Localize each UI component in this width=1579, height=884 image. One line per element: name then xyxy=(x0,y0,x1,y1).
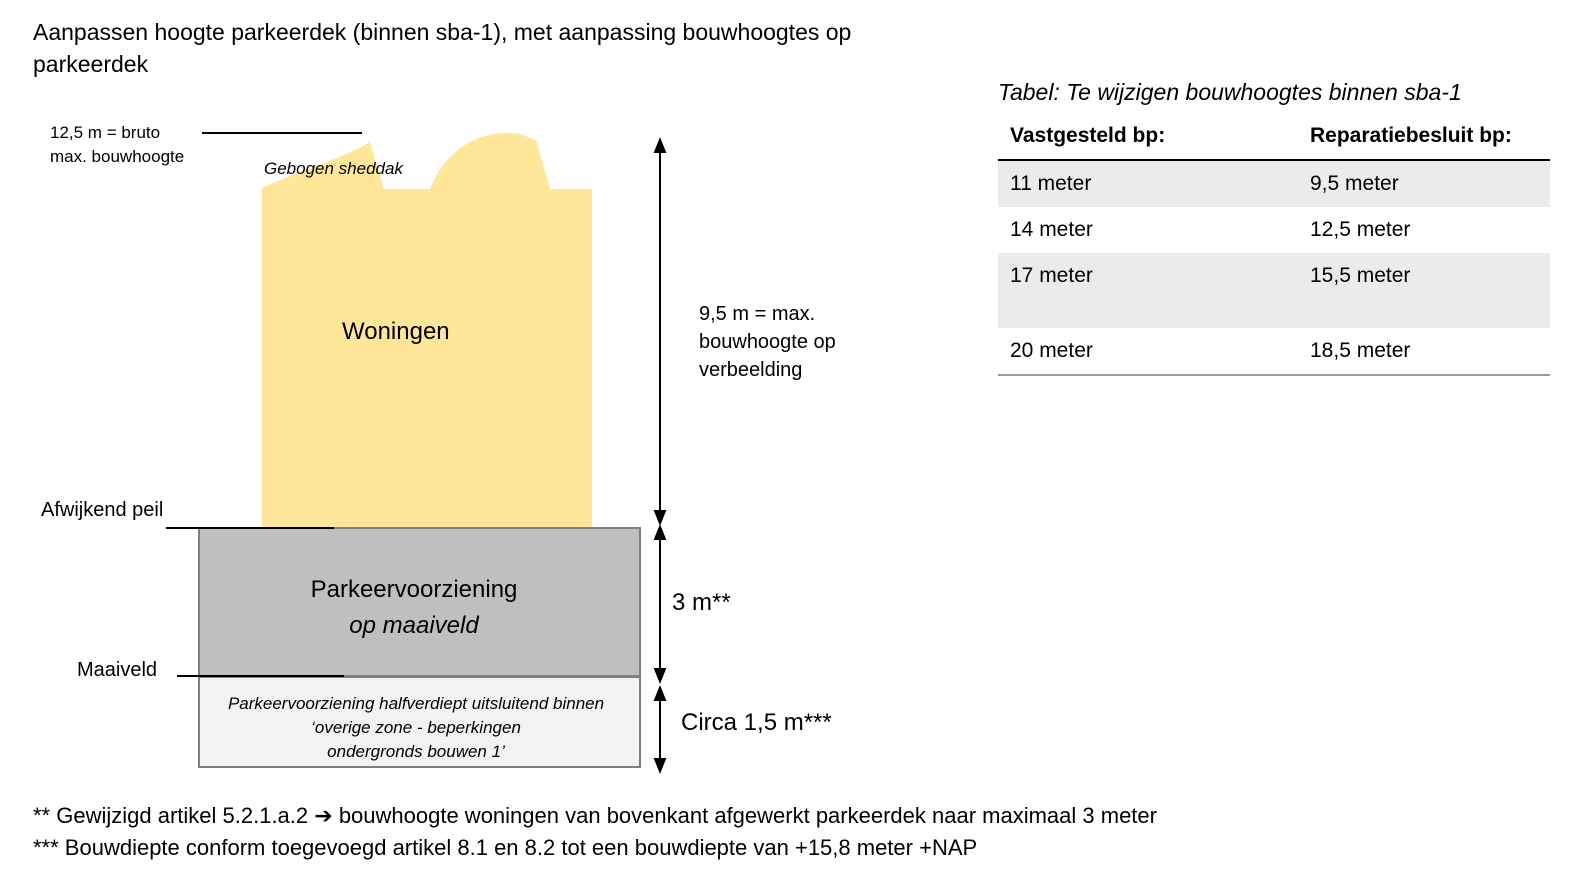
footnote-1 xyxy=(33,801,1157,831)
max-height-label-line3: verbeelding xyxy=(699,359,803,381)
three-m-label: 3 m** xyxy=(672,589,731,616)
woningen-label: Woningen xyxy=(342,318,450,345)
table-row xyxy=(998,253,1550,328)
max-height-label-line1: 9,5 m = max. xyxy=(699,303,816,325)
halfverdiept-label-line1: Parkeervoorziening halfverdiept uitsluitend binnen xyxy=(227,694,605,713)
page-title: Aanpassen hoogte parkeerdek (binnen sba-1), met aanpassing bouwhoogtes op parkeerdek xyxy=(33,19,852,77)
table-cell: 14 meter xyxy=(1010,218,1093,241)
parkeer-label-line2: op maaiveld xyxy=(349,612,479,639)
sheddak-label: Gebogen sheddak xyxy=(264,159,403,178)
table-header: Reparatiebesluit bp: xyxy=(1298,114,1550,160)
max-height-label-line2: bouwhoogte op xyxy=(699,331,836,353)
parkeer-label-line1: Parkeervoorziening xyxy=(310,576,518,603)
bouwhoogtes-table xyxy=(998,114,1550,376)
bruto-label-line2: max. bouwhoogte xyxy=(50,147,185,166)
table-row xyxy=(998,160,1550,207)
bruto-label-line1: 12,5 m = bruto xyxy=(50,123,161,142)
afwijkend-peil-label: Afwijkend peil xyxy=(41,499,164,521)
table-header: Vastgesteld bp: xyxy=(998,114,1298,160)
table-row xyxy=(998,207,1550,253)
depth-label: Circa 1,5 m*** xyxy=(681,709,832,736)
footnote-1-start: ** Gewijzigd artikel 5.2.1.a.2 xyxy=(33,803,315,828)
footnote-2: *** Bouwdiepte conform toegevoegd artikel 8.1 en 8.2 tot een bouwdiepte van +15,8 meter +NAP xyxy=(33,835,978,860)
table-cell: 9,5 meter xyxy=(1298,160,1550,207)
table-cell: 17 meter xyxy=(998,253,1298,328)
table-caption: Tabel: Te wijzigen bouwhoogtes binnen sba-1 xyxy=(998,79,1462,105)
table-header-row xyxy=(998,114,1550,160)
maaiveld-label: Maaiveld xyxy=(77,659,158,681)
table-cell: 18,5 meter xyxy=(1298,328,1550,375)
table-cell: 15,5 meter xyxy=(1298,253,1550,328)
table-cell: 20 meter xyxy=(998,328,1298,375)
arrow-right-icon: ➔ xyxy=(314,803,333,828)
table-row xyxy=(998,328,1550,375)
footnote-1-end: bouwhoogte woningen van bovenkant afgewerkt parkeerdek naar maximaal 3 meter xyxy=(332,803,1157,828)
halfverdiept-label-line3: ondergronds bouwen 1’ xyxy=(327,742,505,761)
table-cell: 11 meter xyxy=(998,160,1298,207)
halfverdiept-label-line2: ‘overige zone - beperkingen xyxy=(311,718,521,737)
table-cell: 12,5 meter xyxy=(1310,218,1411,241)
